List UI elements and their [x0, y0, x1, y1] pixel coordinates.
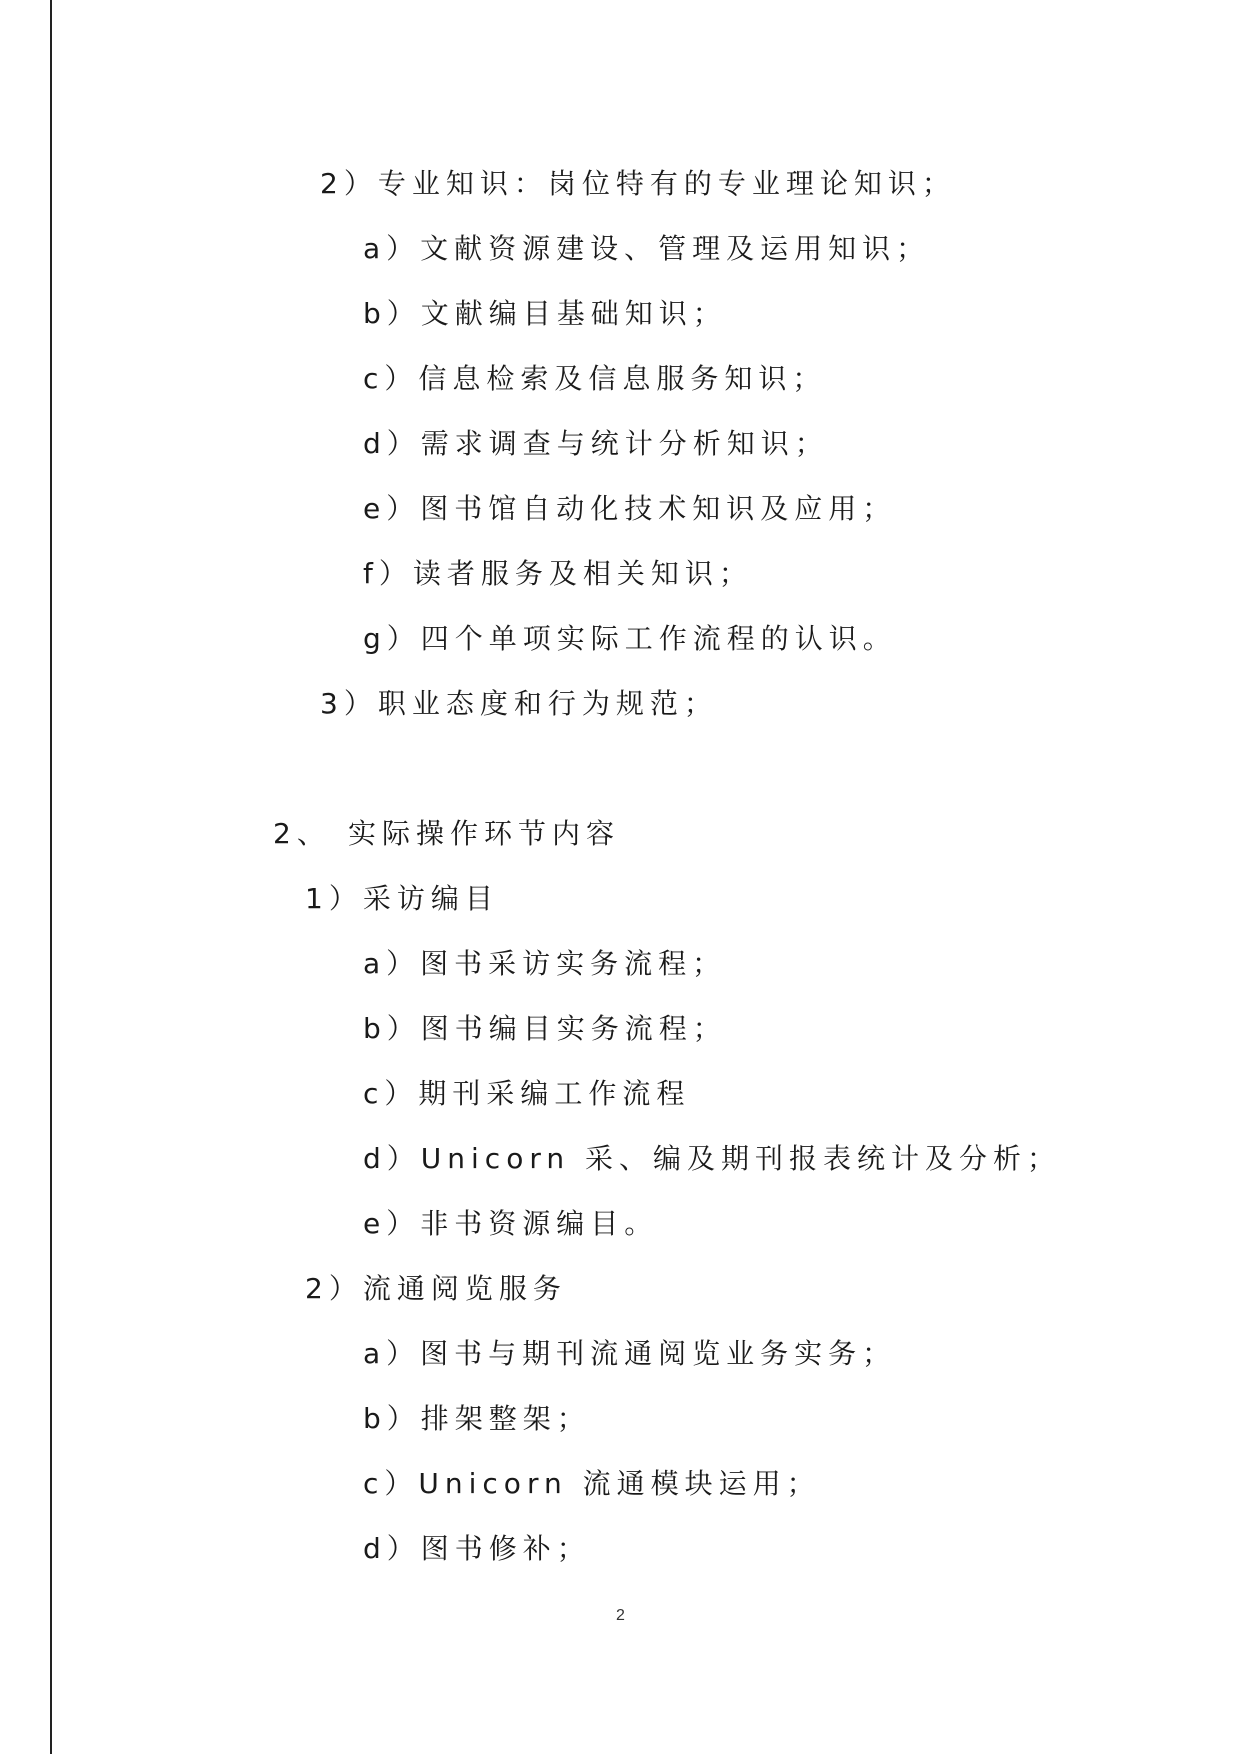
subsection-heading: 2）流通阅览服务: [305, 1272, 567, 1305]
list-item: e）图书馆自动化技术知识及应用；: [363, 492, 897, 525]
section-title: 实际操作环节内容: [348, 817, 621, 850]
section-number: 2、: [273, 817, 331, 850]
list-item: b）图书编目实务流程；: [363, 1012, 727, 1045]
list-item: c）Unicorn 流通模块运用；: [363, 1467, 821, 1500]
conduct-heading: 3）职业态度和行为规范；: [320, 687, 718, 720]
page-number: 2: [616, 1607, 625, 1624]
list-item: b）文献编目基础知识；: [363, 297, 727, 330]
list-item: c）期刊采编工作流程: [363, 1077, 691, 1110]
list-item: d）图书修补；: [363, 1532, 591, 1565]
list-item: c）信息检索及信息服务知识；: [363, 362, 827, 395]
knowledge-heading: 2）专业知识：岗位特有的专业理论知识；: [320, 167, 956, 200]
list-item: f）读者服务及相关知识；: [363, 557, 753, 590]
list-item: a）图书与期刊流通阅览业务实务；: [363, 1337, 897, 1370]
list-item: g）四个单项实际工作流程的认识。: [363, 622, 897, 655]
list-item: a）图书采访实务流程；: [363, 947, 727, 980]
list-item: e）非书资源编目。: [363, 1207, 659, 1240]
list-item: d）Unicorn 采、编及期刊报表统计及分析；: [363, 1142, 1061, 1175]
page-left-border: [50, 0, 52, 1754]
subsection-heading: 1）采访编目: [305, 882, 499, 915]
list-item: d）需求调查与统计分析知识；: [363, 427, 829, 460]
list-item: b）排架整架；: [363, 1402, 591, 1435]
list-item: a）文献资源建设、管理及运用知识；: [363, 232, 931, 265]
